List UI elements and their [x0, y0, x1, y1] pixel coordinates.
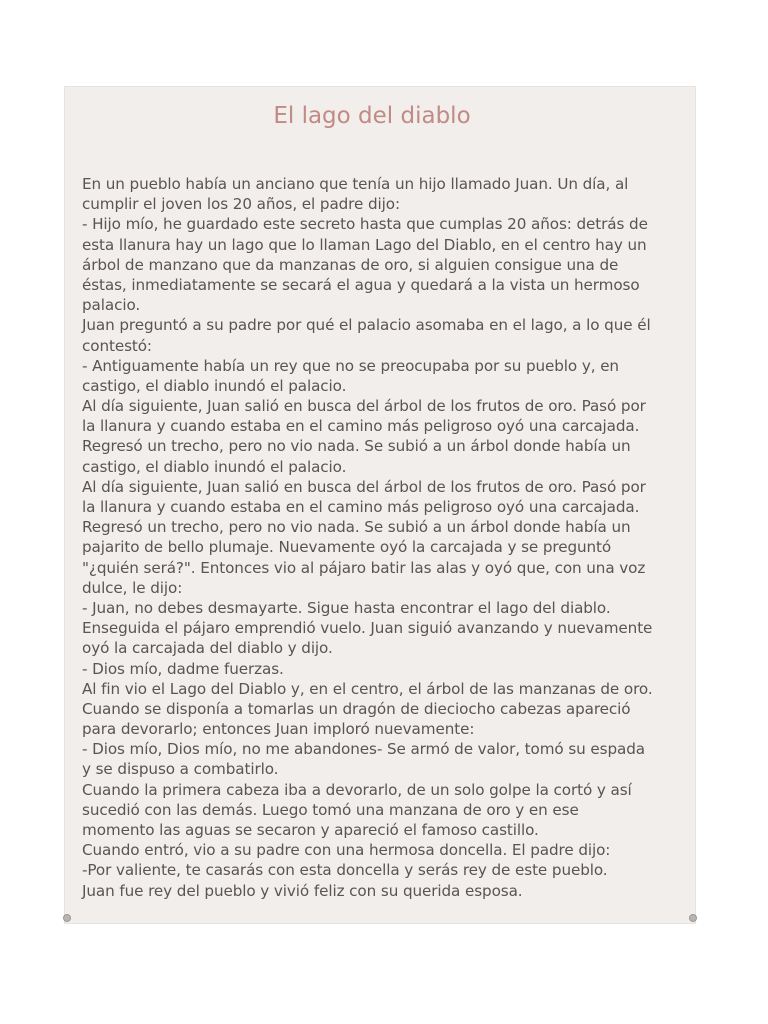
- text-line: Al día siguiente, Juan salió en busca del árbol de los frutos de oro. Pasó por: [82, 397, 646, 416]
- text-line: Juan fue rey del pueblo y vivió feliz con su querida esposa.: [82, 881, 523, 900]
- text-line: y se dispuso a combatirlo.: [82, 760, 279, 779]
- text-line: castigo, el diablo inundó el palacio.: [82, 376, 347, 395]
- text-line: la llanura y cuando estaba en el camino más peligroso oyó una carcajada.: [82, 417, 640, 436]
- text-line: - Juan, no debes desmayarte. Sigue hasta encontrar el lago del diablo.: [82, 598, 611, 617]
- text-line: En un pueblo había un anciano que tenía un hijo llamado Juan. Un día, al: [82, 175, 629, 193]
- text-line: - Dios mío, Dios mío, no me abandones- Se armó de valor, tomó su espada: [82, 740, 645, 759]
- text-line: la llanura y cuando estaba en el camino más peligroso oyó una carcajada.: [82, 498, 640, 516]
- text-line: Juan preguntó a su padre por qué el palacio asomaba en el lago, a lo que él: [82, 316, 651, 335]
- text-line: - Dios mío, dadme fuerzas.: [82, 659, 284, 678]
- text-line: Enseguida el pájaro emprendió vuelo. Juan siguió avanzando y nuevamente: [82, 619, 653, 638]
- page-corner-dot-icon: [63, 914, 71, 922]
- text-line: Regresó un trecho, pero no vio nada. Se subió a un árbol donde había un: [82, 437, 631, 456]
- text-line: esta llanura hay un lago que lo llaman Lago del Diablo, en el centro hay un: [82, 235, 647, 254]
- text-line: Cuando se disponía a tomarlas un dragón de dieciocho cabezas apareció: [82, 699, 631, 718]
- story-text: [82, 174, 688, 901]
- text-line: "¿quién será?". Entonces vio al pájaro batir las alas y oyó que, con una voz: [82, 558, 646, 577]
- text-line: Cuando entró, vio a su padre con una hermosa doncella. El padre dijo:: [82, 841, 611, 860]
- text-line: sucedió con las demás. Luego tomó una manzana de oro y en ese: [82, 800, 579, 819]
- text-line: Al día siguiente, Juan salió en busca del árbol de los frutos de oro. Pasó por: [82, 477, 646, 496]
- text-line: - Antiguamente había un rey que no se preocupaba por su pueblo y, en: [82, 356, 619, 375]
- text-line: dulce, le dijo:: [82, 578, 183, 597]
- text-line: - Hijo mío, he guardado este secreto hasta que cumplas 20 años: detrás de: [82, 215, 648, 234]
- text-line: Regresó un trecho, pero no vio nada. Se subió a un árbol donde había un: [82, 518, 631, 537]
- page-corner-dot-icon: [689, 914, 697, 922]
- text-line: castigo, el diablo inundó el palacio.: [82, 457, 347, 476]
- text-line: Al fin vio el Lago del Diablo y, en el centro, el árbol de las manzanas de oro.: [82, 679, 653, 698]
- text-line: momento las aguas se secaron y apareció el famoso castillo.: [82, 821, 539, 839]
- text-line: oyó la carcajada del diablo y dijo.: [82, 639, 333, 658]
- text-line: pajarito de bello plumaje. Nuevamente oyó la carcajada y se preguntó: [82, 538, 612, 557]
- text-line: contestó:: [82, 336, 152, 355]
- text-line: palacio.: [82, 296, 141, 315]
- text-line: cumplir el joven los 20 años, el padre dijo:: [82, 195, 400, 214]
- text-line: para devorarlo; entonces Juan imploró nuevamente:: [82, 720, 475, 739]
- text-line: éstas, inmediatamente se secará el agua y quedará a la vista un hermoso: [82, 275, 640, 294]
- text-line: árbol de manzano que da manzanas de oro, si alguien consigue una de: [82, 255, 619, 274]
- text-line: Cuando la primera cabeza iba a devorarlo, de un solo golpe la cortó y así: [82, 780, 632, 799]
- text-line: -Por valiente, te casarás con esta doncella y serás rey de este pueblo.: [82, 861, 608, 880]
- document-title: El lago del diablo: [273, 103, 471, 129]
